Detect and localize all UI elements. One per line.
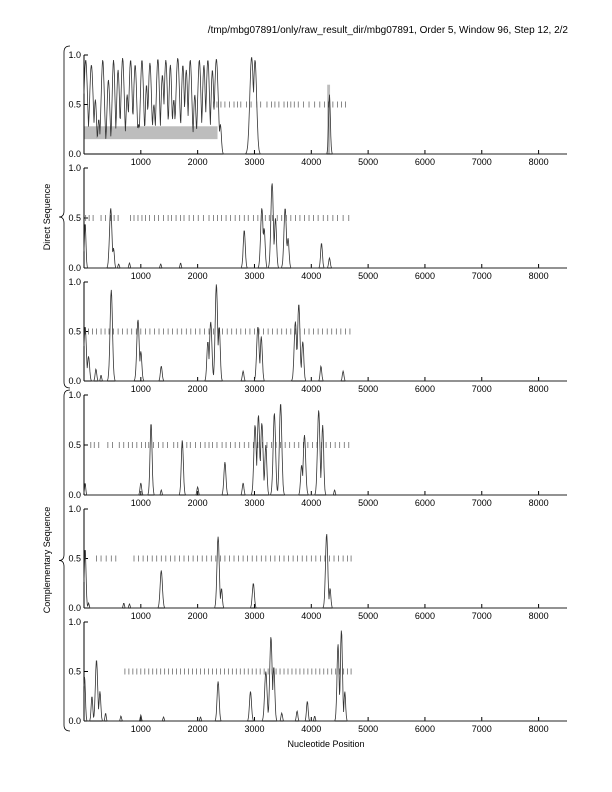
y-tick-label: 1.0 bbox=[68, 504, 81, 514]
x-tick-label: 4000 bbox=[301, 611, 322, 621]
series-line bbox=[84, 57, 567, 154]
x-tick-label: 2000 bbox=[187, 724, 208, 734]
x-tick-label: 2000 bbox=[187, 498, 208, 508]
y-tick-label: 0.5 bbox=[68, 326, 81, 337]
x-tick-label: 6000 bbox=[414, 724, 435, 734]
y-tick-label: 0.5 bbox=[68, 213, 81, 223]
x-tick-label: 7000 bbox=[471, 724, 492, 734]
y-tick-label: 1.0 bbox=[68, 163, 81, 173]
y-tick-label: 0.5 bbox=[68, 99, 81, 110]
x-tick-label: 5000 bbox=[358, 611, 379, 621]
page-header-path: /tmp/mbg07891/only/raw_result_dir/mbg07891, Order 5, Window 96, Step 12, 2/2 bbox=[207, 25, 568, 36]
x-tick-label: 6000 bbox=[414, 384, 435, 394]
x-tick-label: 2000 bbox=[187, 157, 208, 167]
panel-complementary-frame-1 bbox=[68, 390, 567, 508]
x-tick-label: 4000 bbox=[301, 724, 322, 734]
x-tick-label: 4000 bbox=[301, 157, 322, 167]
x-tick-label: 8000 bbox=[528, 271, 549, 281]
x-tick-label: 7000 bbox=[471, 611, 492, 621]
series-line bbox=[84, 631, 567, 722]
y-tick-label: 0.5 bbox=[68, 440, 81, 450]
x-tick-label: 8000 bbox=[528, 611, 549, 621]
x-tick-label: 8000 bbox=[528, 384, 549, 394]
y-tick-label: 0.0 bbox=[68, 716, 81, 726]
x-tick-label: 3000 bbox=[244, 611, 265, 621]
panel-direct-frame-1 bbox=[68, 50, 567, 167]
x-tick-label: 3000 bbox=[244, 157, 265, 167]
x-tick-label: 6000 bbox=[414, 498, 435, 508]
x-tick-label: 6000 bbox=[414, 611, 435, 621]
x-tick-label: 7000 bbox=[471, 498, 492, 508]
y-tick-label: 0.0 bbox=[68, 490, 81, 500]
x-tick-label: 7000 bbox=[471, 384, 492, 394]
x-tick-label: 5000 bbox=[358, 271, 379, 281]
x-tick-label: 1000 bbox=[130, 157, 151, 167]
x-tick-label: 8000 bbox=[528, 498, 549, 508]
x-tick-label: 5000 bbox=[358, 157, 379, 167]
x-tick-label: 8000 bbox=[528, 724, 549, 734]
x-tick-label: 3000 bbox=[244, 271, 265, 281]
x-tick-label: 1000 bbox=[130, 611, 151, 621]
y-tick-label: 0.0 bbox=[68, 263, 81, 273]
y-tick-label: 0.0 bbox=[68, 376, 81, 386]
panel-direct-frame-2 bbox=[68, 163, 567, 281]
series-line bbox=[84, 405, 567, 495]
x-tick-label: 1000 bbox=[130, 724, 151, 734]
x-tick-label: 8000 bbox=[528, 157, 549, 167]
x-tick-label: 5000 bbox=[358, 724, 379, 734]
panel-complementary-frame-2 bbox=[68, 504, 567, 621]
x-tick-label: 5000 bbox=[358, 498, 379, 508]
x-tick-label: 4000 bbox=[301, 384, 322, 394]
series-line bbox=[84, 534, 567, 608]
x-tick-label: 2000 bbox=[187, 271, 208, 281]
panels-layer bbox=[68, 50, 567, 734]
y-tick-label: 1.0 bbox=[68, 390, 81, 400]
x-tick-label: 1000 bbox=[130, 498, 151, 508]
x-tick-label: 1000 bbox=[130, 271, 151, 281]
x-tick-label: 7000 bbox=[471, 271, 492, 281]
complementary-sequence-label: Complementary Sequence bbox=[42, 506, 52, 614]
y-tick-label: 0.5 bbox=[68, 666, 81, 677]
panel-direct-frame-3 bbox=[68, 277, 567, 394]
x-tick-label: 4000 bbox=[301, 271, 322, 281]
y-tick-label: 0.5 bbox=[68, 553, 81, 564]
x-axis-title: Nucleotide Position bbox=[287, 739, 365, 749]
x-tick-label: 2000 bbox=[187, 384, 208, 394]
y-tick-label: 1.0 bbox=[68, 617, 81, 627]
series-line bbox=[84, 284, 567, 381]
x-tick-label: 6000 bbox=[414, 157, 435, 167]
shaded-region bbox=[84, 126, 218, 139]
panel-complementary-frame-3 bbox=[68, 617, 567, 734]
x-tick-label: 1000 bbox=[130, 384, 151, 394]
y-tick-label: 1.0 bbox=[68, 277, 81, 287]
x-tick-label: 5000 bbox=[358, 384, 379, 394]
x-tick-label: 3000 bbox=[244, 498, 265, 508]
series-line bbox=[84, 183, 567, 268]
y-tick-label: 0.0 bbox=[68, 149, 81, 159]
x-tick-label: 7000 bbox=[471, 157, 492, 167]
x-tick-label: 2000 bbox=[187, 611, 208, 621]
y-tick-label: 1.0 bbox=[68, 50, 81, 60]
direct-sequence-label: Direct Sequence bbox=[42, 183, 52, 251]
y-tick-label: 0.0 bbox=[68, 603, 81, 613]
x-tick-label: 4000 bbox=[301, 498, 322, 508]
x-tick-label: 3000 bbox=[244, 724, 265, 734]
x-tick-label: 6000 bbox=[414, 271, 435, 281]
x-tick-label: 3000 bbox=[244, 384, 265, 394]
